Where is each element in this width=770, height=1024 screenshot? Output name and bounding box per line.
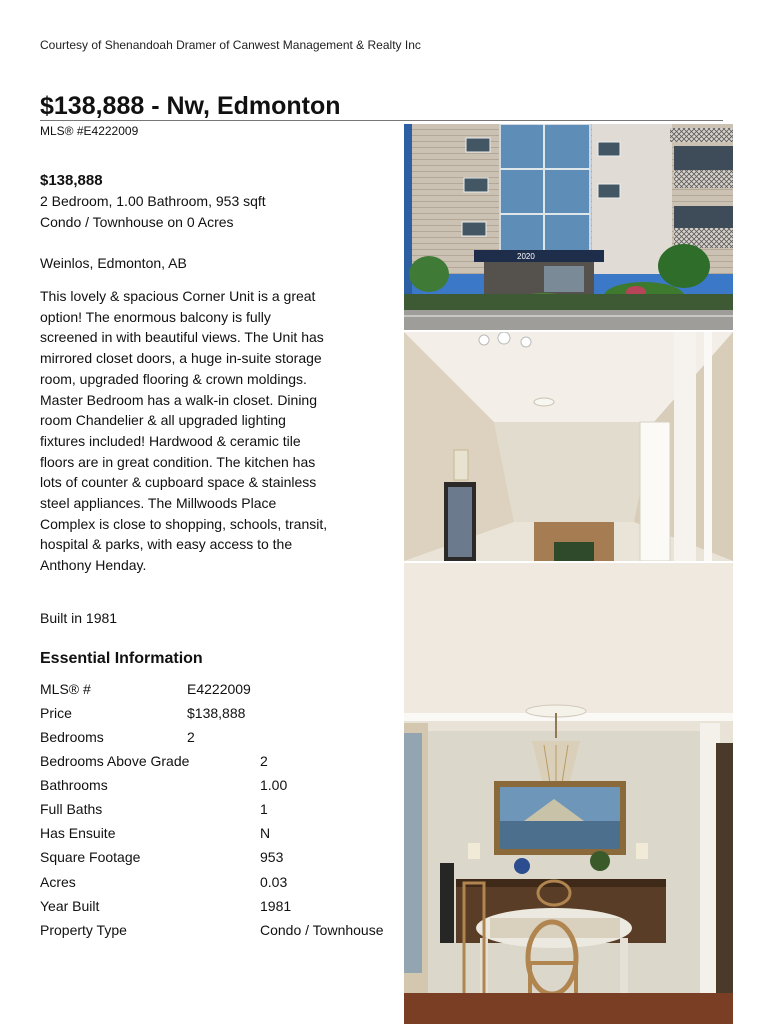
info-row-mls [40, 681, 410, 701]
hallway-photo [404, 332, 733, 561]
info-value: 1 [260, 801, 268, 817]
info-label: Has Ensuite [40, 825, 116, 841]
info-row-acres [40, 874, 410, 894]
mls-number: MLS® #E4222009 [40, 124, 139, 138]
description-line: option! The enormous balcony is fully [40, 308, 271, 325]
info-label: Bedrooms [40, 729, 104, 745]
info-value: 1.00 [260, 777, 288, 793]
info-value: 1981 [260, 898, 292, 914]
building-address-sign: 2020 [517, 252, 535, 261]
description-line: Complex is close to shopping, schools, transit, [40, 515, 328, 532]
description-line: Anthony Henday. [40, 557, 147, 574]
info-value: $138,888 [187, 705, 246, 721]
exterior-photo [404, 124, 733, 330]
listing-title: $138,888 - Nw, Edmonton [40, 92, 341, 120]
info-value: 2 [187, 729, 195, 745]
info-row-square-footage [40, 849, 410, 869]
info-value: 0.03 [260, 874, 288, 890]
info-label: Price [40, 705, 72, 721]
courtesy-line: Courtesy of Shenandoah Dramer of Canwest Management & Realty Inc [40, 38, 421, 52]
listing-price: $138,888 [40, 172, 103, 189]
description-line: floors are in great condition. The kitchen has [40, 453, 316, 470]
description [40, 286, 370, 576]
photo-column [404, 124, 733, 1024]
info-label: Year Built [40, 898, 100, 914]
description-line: fixtures included! Hardwood & ceramic tile [40, 432, 301, 449]
description-line: steel appliances. The Millwoods Place [40, 495, 277, 512]
description-line: room Chandelier & all upgraded lighting [40, 412, 286, 429]
description-line: room, upgraded flooring & crown moldings. [40, 370, 307, 387]
location: Weinlos, Edmonton, AB [40, 255, 187, 271]
info-label: Bedrooms Above Grade [40, 753, 190, 769]
info-row-property-type [40, 922, 410, 942]
info-label: Full Baths [40, 801, 103, 817]
info-row-price [40, 705, 410, 725]
title-divider [40, 120, 723, 121]
info-value: Condo / Townhouse [260, 922, 384, 938]
info-row-year-built [40, 898, 410, 918]
dining-room-photo [404, 563, 733, 1024]
info-row-has-ensuite [40, 825, 410, 845]
info-value: 2 [260, 753, 268, 769]
summary-line-2: Condo / Townhouse on 0 Acres [40, 214, 234, 230]
info-row-bedrooms-above-grade [40, 753, 410, 773]
info-value: N [260, 825, 271, 841]
info-label: Square Footage [40, 849, 141, 865]
info-row-bathrooms [40, 777, 410, 797]
summary-line-1: 2 Bedroom, 1.00 Bathroom, 953 sqft [40, 193, 266, 209]
info-value: E4222009 [187, 681, 251, 697]
description-line: Master Bedroom has a walk-in closet. Dining [40, 391, 318, 408]
info-label: Bathrooms [40, 777, 108, 793]
description-line: lots of counter & cupboard space & stainless [40, 474, 317, 491]
info-row-full-baths [40, 801, 410, 821]
description-line: hospital & parks, with easy access to the [40, 536, 293, 553]
info-label: MLS® # [40, 681, 91, 697]
essential-information-heading: Essential Information [40, 650, 203, 667]
info-value: 953 [260, 849, 284, 865]
description-line: screened in with beautiful views. The Unit has [40, 329, 324, 346]
description-line: This lovely & spacious Corner Unit is a great [40, 288, 316, 304]
description-line: mirrored closet doors, a huge in-suite storage [40, 350, 322, 367]
info-row-bedrooms [40, 729, 410, 749]
built-year: Built in 1981 [40, 610, 118, 626]
info-label: Property Type [40, 922, 127, 938]
info-label: Acres [40, 874, 76, 890]
